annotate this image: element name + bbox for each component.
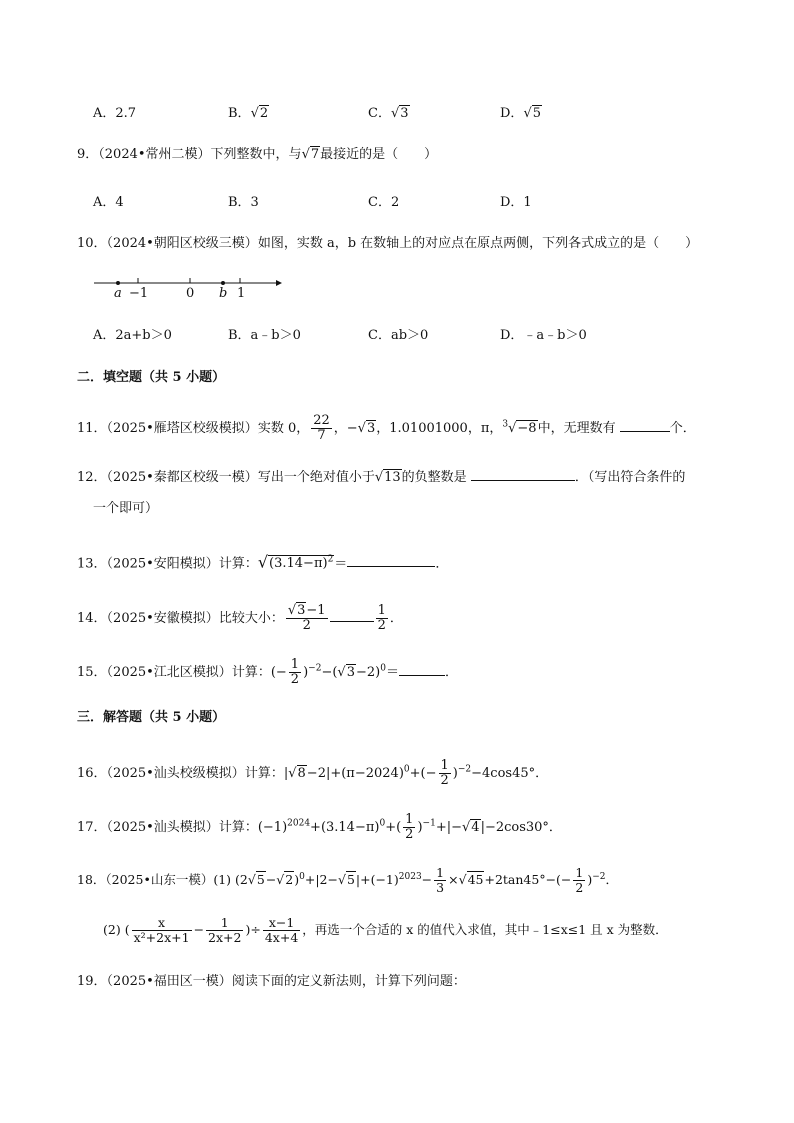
question-15: 15．（2025•江北区模拟）计算：(− $\frac{1}{2}$ )$^{-2}-(√3-2)^0=$ ．	[77, 657, 458, 687]
question-11: 11．（2025•雁塔区校级模拟）实数 0， $\frac{22}{7}$ ，−√3，1.01001000，π，$^3$√−8中，无理数有 个．	[77, 413, 696, 443]
q8-option-d: D．√5	[500, 106, 542, 121]
q8-option-a: A．2.7	[93, 106, 137, 121]
point-b-dot	[221, 281, 225, 285]
point-a-dot	[116, 281, 120, 285]
question-18-part-2: (2) ( $\frac{x}{\text{x²+2x+1}}$ − $\frac{1}{2x+2}$ )÷ $\frac{x-1}{4x+4}$ ，再选一个合适的 x 的值代入求值，其中﹣1≤x≤1 且 x 为整数．	[103, 915, 668, 945]
q13-answer-blank[interactable]	[347, 554, 435, 567]
axis-label-a: a	[114, 286, 122, 301]
q10-option-d: D．﹣a﹣b＞0	[500, 328, 587, 343]
q10-option-c: C．ab＞0	[368, 328, 429, 343]
q9-option-d: D．1	[500, 195, 532, 210]
q12-answer-blank[interactable]	[471, 468, 575, 481]
axis-label-0: 0	[186, 286, 195, 301]
q11-answer-blank[interactable]	[620, 419, 670, 432]
axis-label-neg1: −1	[129, 286, 149, 301]
axis-label-1: 1	[237, 286, 246, 301]
q8-option-b: B．√2	[228, 106, 269, 121]
q9-option-b: B．3	[228, 195, 259, 210]
section-3-title: 三．解答题（共 5 小题）	[77, 710, 226, 725]
question-19: 19．（2025•福田区一模）阅读下面的定义新法则，计算下列问题：	[77, 974, 466, 989]
axis-label-b: b	[219, 286, 228, 301]
question-14: 14．（2025•安徽模拟）比较大小： $\frac{√3-1}{2}$ $\frac{1}{2}$ ．	[77, 603, 403, 633]
question-17: 17．（2025•汕头模拟）计算：$(-1)^{2024}+(3.14-\pi)^0+$( $\frac{1}{2}$ )$^{-1}$+|−√4|−2cos30°．	[77, 812, 562, 842]
q14-answer-blank[interactable]	[330, 609, 374, 622]
q15-answer-blank[interactable]	[399, 663, 445, 676]
q9-option-a: A．4	[93, 195, 124, 210]
question-13: 13．（2025•安阳模拟）计算：$√(3.14-\pi)^2=$ ．	[77, 552, 449, 572]
question-12: 12．（2025•秦都区校级一模）写出一个绝对值小于√13的负整数是 ．（写出符合条件的	[77, 470, 686, 485]
section-2-title: 二．填空题（共 5 小题）	[77, 370, 226, 385]
question-10: 10．（2024•朝阳区校级三模）如图，实数 a，b 在数轴上的对应点在原点两侧，下列各式成立的是（ ）	[77, 236, 699, 251]
q10-option-a: A．2a+b＞0	[93, 328, 172, 343]
question-9: 9．（2024•常州二模）下列整数中，与√7最接近的是（ ）	[77, 147, 438, 162]
question-12-cont: 一个即可）	[93, 501, 159, 516]
q9-option-c: C．2	[368, 195, 400, 210]
question-18-part-1: 18．（2025•山东一模）(1) $(2√5-√2)^0+|2-√5|+(-1)^{2023}-$ $\frac{1}{3}$ ×√45+2tan45°−(− $\frac{1}{2}$ )$^{-2}$．	[77, 865, 619, 895]
question-16: 16．（2025•汕头校级模拟）计算：$|√8-2|+(\pi-2024)^0+(-$ $\frac{1}{2}$ )$^{-2}$−4cos45°．	[77, 758, 549, 788]
q10-option-b: B．a﹣b＞0	[228, 328, 301, 343]
q8-option-c: C．√3	[368, 106, 409, 121]
